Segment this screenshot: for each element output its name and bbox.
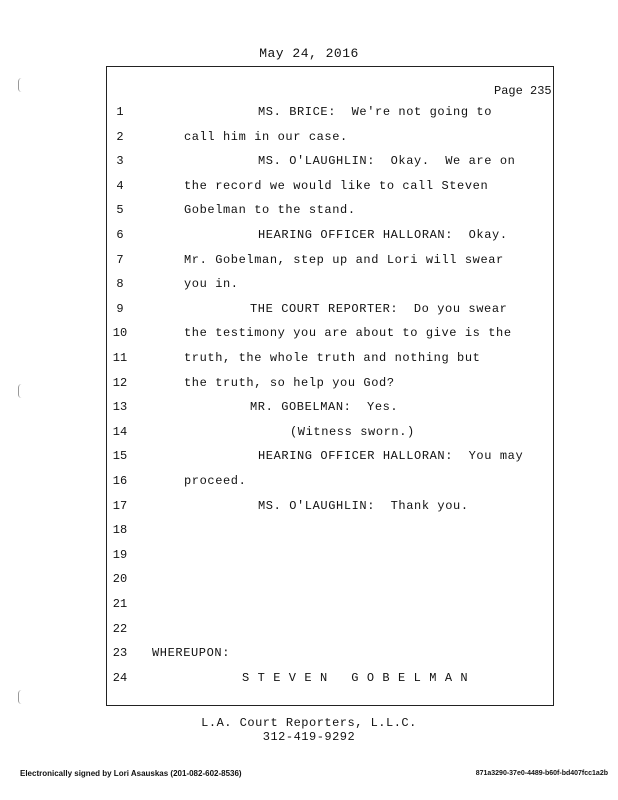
line-number: 18 <box>112 523 128 537</box>
line-number: 11 <box>112 351 128 365</box>
transcript-line: you in. <box>184 277 239 291</box>
transcript-line: the testimony you are about to give is the <box>184 326 512 340</box>
line-number: 21 <box>112 597 128 611</box>
document-hash: 871a3290-37e0-4489-b60f-bd407fcc1a2b <box>475 770 608 777</box>
line-number: 15 <box>112 449 128 463</box>
line-number: 12 <box>112 376 128 390</box>
line-number: 9 <box>116 302 124 316</box>
scan-mark <box>18 384 25 398</box>
transcript-line: proceed. <box>184 474 247 488</box>
transcript-line: the record we would like to call Steven <box>184 179 489 193</box>
line-number: 5 <box>116 203 124 217</box>
transcript-line: S T E V E N G O B E L M A N <box>242 671 469 685</box>
line-number: 4 <box>116 179 124 193</box>
reporter-name: L.A. Court Reporters, L.L.C. <box>201 716 417 730</box>
scan-mark <box>18 690 25 704</box>
transcript-line: THE COURT REPORTER: Do you swear <box>250 302 508 316</box>
line-number: 20 <box>112 572 128 586</box>
line-number: 3 <box>116 154 124 168</box>
transcript-line: MS. O'LAUGHLIN: Okay. We are on <box>258 154 516 168</box>
scan-mark <box>18 78 25 92</box>
transcript-line: call him in our case. <box>184 130 348 144</box>
transcript-line: Gobelman to the stand. <box>184 203 356 217</box>
line-number: 7 <box>116 253 124 267</box>
line-number: 10 <box>112 326 128 340</box>
reporter-phone: 312-419-9292 <box>262 730 356 744</box>
line-number: 16 <box>112 474 128 488</box>
transcript-line: HEARING OFFICER HALLORAN: You may <box>258 449 524 463</box>
line-number: 22 <box>112 622 128 636</box>
line-number: 8 <box>116 277 124 291</box>
transcript-line: MS. BRICE: We're not going to <box>258 105 493 119</box>
transcript-line: (Witness sworn.) <box>290 425 415 439</box>
transcript-line: MS. O'LAUGHLIN: Thank you. <box>258 499 469 513</box>
line-number: 1 <box>116 105 124 119</box>
transcript-date: May 24, 2016 <box>259 46 359 61</box>
line-number: 2 <box>116 130 124 144</box>
transcript-line: WHEREUPON: <box>152 646 231 660</box>
e-signature-text: Electronically signed by Lori Asauskas (201-082-602-8536) <box>20 769 242 778</box>
line-number: 13 <box>112 400 128 414</box>
transcript-line: the truth, so help you God? <box>184 376 395 390</box>
line-number: 6 <box>116 228 124 242</box>
line-number: 19 <box>112 548 128 562</box>
transcript-line: HEARING OFFICER HALLORAN: Okay. <box>258 228 508 242</box>
transcript-line: MR. GOBELMAN: Yes. <box>250 400 399 414</box>
page-number: Page 235 <box>494 84 552 98</box>
line-number: 24 <box>112 671 128 685</box>
transcript-line: Mr. Gobelman, step up and Lori will swear <box>184 253 504 267</box>
line-number: 23 <box>112 646 128 660</box>
line-number: 17 <box>112 499 128 513</box>
transcript-line: truth, the whole truth and nothing but <box>184 351 481 365</box>
line-number: 14 <box>112 425 128 439</box>
